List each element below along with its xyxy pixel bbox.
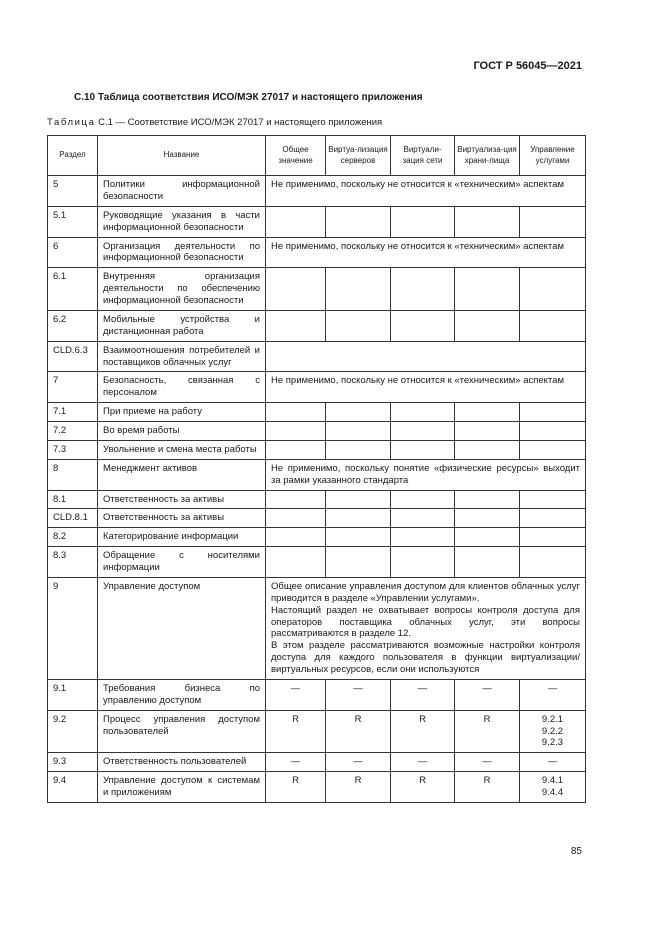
row-section: 8.2	[48, 528, 98, 547]
row-name: Во время работы	[98, 422, 266, 441]
cell-network-virt	[391, 206, 455, 237]
cell-storage-virt	[455, 528, 520, 547]
cell-general	[266, 490, 326, 509]
row-section: 9.1	[48, 679, 98, 710]
table-row	[48, 459, 586, 490]
cell-network-virt	[391, 509, 455, 528]
table-row	[48, 268, 586, 311]
cell-network-virt	[391, 440, 455, 459]
cell-network-virt	[391, 490, 455, 509]
row-name: Взаимоотношения потребителей и поставщиков облачных услуг	[98, 341, 266, 372]
cell-storage-virt: —	[455, 753, 520, 772]
cell-server-virt	[326, 509, 391, 528]
section-title: С.10 Таблица соответствия ИСО/МЭК 27017 и настоящего приложения	[74, 92, 423, 103]
cell-network-virt: —	[391, 679, 455, 710]
table-caption-text: С.1 — Соответствие ИСО/МЭК 27017 и настоящего приложения	[98, 117, 383, 128]
cell-service-mgmt	[520, 422, 586, 441]
row-name: Процесс управления доступом пользователей	[98, 710, 266, 753]
cell-general	[266, 403, 326, 422]
row-section: 6.2	[48, 310, 98, 341]
row-name: Внутренняя организация деятельности по обеспечению информационной безопасности	[98, 268, 266, 311]
row-section: 5.1	[48, 206, 98, 237]
row-section: 6.1	[48, 268, 98, 311]
cell-server-virt	[326, 422, 391, 441]
cell-service-mgmt	[520, 440, 586, 459]
table-row	[48, 772, 586, 803]
row-name: Организация деятельности по информационной безопасности	[98, 237, 266, 268]
cell-server-virt	[326, 440, 391, 459]
table-row	[48, 490, 586, 509]
standard-code: ГОСТ Р 56045—2021	[473, 60, 582, 72]
table-row	[48, 753, 586, 772]
row-name: Требования бизнеса по управлению доступом	[98, 679, 266, 710]
cell-general	[266, 440, 326, 459]
row-name: Ответственность пользователей	[98, 753, 266, 772]
cell-service-mgmt: 9.2.1 9.2.2 9.2.3	[520, 710, 586, 753]
cell-server-virt	[326, 528, 391, 547]
row-name: Политики информационной безопасности	[98, 176, 266, 207]
row-name: Мобильные устройства и дистанционная работа	[98, 310, 266, 341]
cell-general: —	[266, 679, 326, 710]
table-row	[48, 528, 586, 547]
cell-server-virt: —	[326, 679, 391, 710]
col-header-general: Общее значение	[266, 136, 326, 176]
cell-service-mgmt	[520, 528, 586, 547]
row-name: Безопасность, связанная с персоналом	[98, 372, 266, 403]
cell-service-mgmt	[520, 268, 586, 311]
cell-network-virt	[391, 310, 455, 341]
cell-storage-virt: R	[455, 710, 520, 753]
cell-storage-virt	[455, 490, 520, 509]
table-row	[48, 372, 586, 403]
row-name: Управление доступом	[98, 577, 266, 679]
cell-network-virt	[391, 528, 455, 547]
row-section: 8.1	[48, 490, 98, 509]
cell-network-virt: R	[391, 710, 455, 753]
table-row	[48, 577, 586, 679]
cell-server-virt	[326, 310, 391, 341]
row-note: Не применимо, поскольку не относится к «техническим» аспектам	[266, 176, 586, 207]
page-number: 85	[570, 846, 582, 857]
row-name: Увольнение и смена места работы	[98, 440, 266, 459]
cell-general	[266, 509, 326, 528]
row-section: 6	[48, 237, 98, 268]
table-row	[48, 341, 586, 372]
cell-server-virt: R	[326, 772, 391, 803]
row-section: 9	[48, 577, 98, 679]
table-row	[48, 206, 586, 237]
row-name: Обращение с носителями информации	[98, 547, 266, 578]
table-header-row	[48, 136, 586, 176]
cell-server-virt: R	[326, 710, 391, 753]
cell-server-virt	[326, 268, 391, 311]
cell-general	[266, 268, 326, 311]
cell-storage-virt	[455, 206, 520, 237]
row-name: Руководящие указания в части информационной безопасности	[98, 206, 266, 237]
table-row	[48, 509, 586, 528]
cell-general: R	[266, 710, 326, 753]
cell-service-mgmt	[520, 310, 586, 341]
cell-service-mgmt: —	[520, 679, 586, 710]
row-name: При приеме на работу	[98, 403, 266, 422]
row-note: Не применимо, поскольку не относится к «техническим» аспектам	[266, 237, 586, 268]
cell-storage-virt	[455, 403, 520, 422]
cell-storage-virt	[455, 440, 520, 459]
row-name: Управление доступом к системам и приложениям	[98, 772, 266, 803]
cell-storage-virt	[455, 268, 520, 311]
col-header-storage-virt: Виртуализа-ция храни-лища	[455, 136, 520, 176]
cell-network-virt	[391, 547, 455, 578]
cell-network-virt: R	[391, 772, 455, 803]
row-name: Категорирование информации	[98, 528, 266, 547]
cell-storage-virt: R	[455, 772, 520, 803]
row-section: 8.3	[48, 547, 98, 578]
cell-general: —	[266, 753, 326, 772]
col-header-network-virt: Виртуали-зация сети	[391, 136, 455, 176]
row-name: Ответственность за активы	[98, 509, 266, 528]
cell-service-mgmt	[520, 509, 586, 528]
cell-service-mgmt	[520, 547, 586, 578]
cell-service-mgmt	[520, 490, 586, 509]
table-row	[48, 237, 586, 268]
cell-service-mgmt	[520, 206, 586, 237]
cell-server-virt	[326, 490, 391, 509]
table-row	[48, 403, 586, 422]
row-section: 5	[48, 176, 98, 207]
cell-general	[266, 206, 326, 237]
col-header-server-virt: Виртуа-лизация серверов	[326, 136, 391, 176]
cell-storage-virt	[455, 422, 520, 441]
col-header-service-mgmt: Управление услугами	[520, 136, 586, 176]
row-section: 9.4	[48, 772, 98, 803]
row-section: 7.3	[48, 440, 98, 459]
cell-service-mgmt	[520, 403, 586, 422]
row-section: 7.1	[48, 403, 98, 422]
cell-server-virt: —	[326, 753, 391, 772]
cell-service-mgmt: 9.4.1 9.4.4	[520, 772, 586, 803]
cell-network-virt	[391, 268, 455, 311]
table-row	[48, 679, 586, 710]
cell-general	[266, 310, 326, 341]
table-caption-prefix: Таблица	[47, 117, 96, 128]
compliance-table	[47, 135, 586, 803]
row-note: Не применимо, поскольку понятие «физические ресурсы» выходит за рамки указанного стандарта	[266, 459, 586, 490]
cell-server-virt	[326, 547, 391, 578]
cell-general: R	[266, 772, 326, 803]
cell-storage-virt	[455, 547, 520, 578]
table-row	[48, 440, 586, 459]
cell-network-virt	[391, 403, 455, 422]
col-header-section: Раздел	[48, 136, 98, 176]
row-section: CLD.8.1	[48, 509, 98, 528]
table-row	[48, 422, 586, 441]
row-section: 9.3	[48, 753, 98, 772]
cell-network-virt: —	[391, 753, 455, 772]
cell-general	[266, 547, 326, 578]
table-row	[48, 310, 586, 341]
cell-storage-virt	[455, 310, 520, 341]
col-header-name: Название	[98, 136, 266, 176]
table-row	[48, 547, 586, 578]
row-name: Менеджмент активов	[98, 459, 266, 490]
cell-general	[266, 422, 326, 441]
cell-general	[266, 528, 326, 547]
cell-storage-virt	[455, 509, 520, 528]
row-section: 7.2	[48, 422, 98, 441]
row-section: 9.2	[48, 710, 98, 753]
cell-server-virt	[326, 403, 391, 422]
table-caption	[47, 117, 382, 128]
row-section: 8	[48, 459, 98, 490]
row-section: CLD.6.3	[48, 341, 98, 372]
table-row	[48, 176, 586, 207]
row-note: Общее описание управления доступом для клиентов облачных услуг приводится в разделе «Управлении услугами». Настоящий раздел не охватывает вопросы контроля доступа для операторов поставщика облачных услуг, эти вопросы рассматриваются в разделе 12. В этом разделе рассматриваются возможные настройки контроля доступа для каждого пользователя в функции виртуализации/виртуальных ресурсов, если они используются	[266, 577, 586, 679]
row-note	[266, 341, 586, 372]
cell-service-mgmt: —	[520, 753, 586, 772]
cell-storage-virt: —	[455, 679, 520, 710]
table-row	[48, 710, 586, 753]
row-note: Не применимо, поскольку не относится к «техническим» аспектам	[266, 372, 586, 403]
row-section: 7	[48, 372, 98, 403]
cell-server-virt	[326, 206, 391, 237]
row-name: Ответственность за активы	[98, 490, 266, 509]
cell-network-virt	[391, 422, 455, 441]
